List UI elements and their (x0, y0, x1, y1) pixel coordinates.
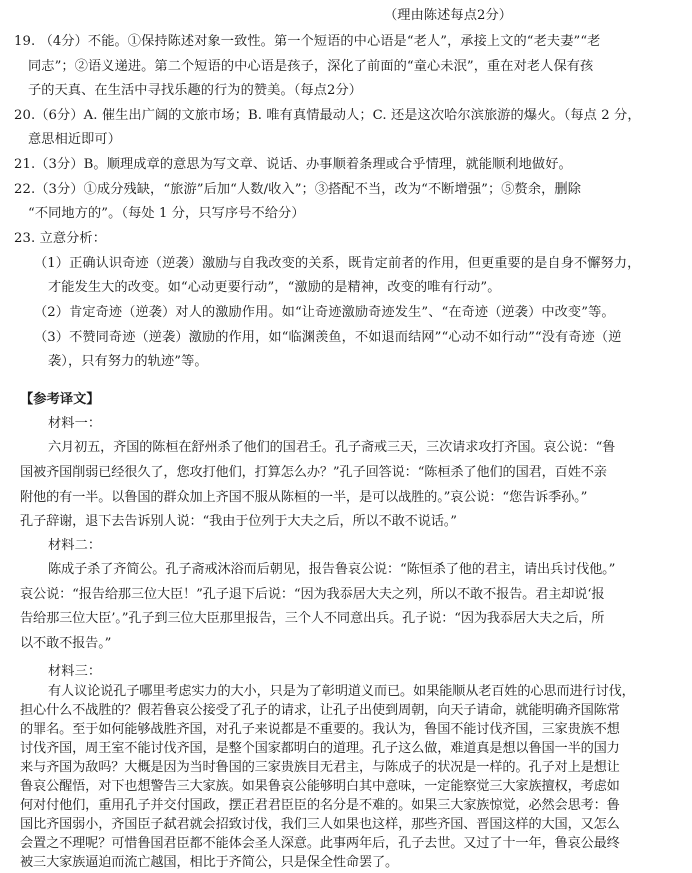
material-3-line: 鲁哀公醒悟，对下也想警告三大家族。如果鲁哀公能够明白其中意味，一定能察觉三大家族擅权，考虑如 (20, 779, 620, 794)
answer-23-line: （2）肯定奇迹（逆袭）对人的激励作用。如“让奇迹激励奇迹发生”、“在奇迹（逆袭）中改变”等。 (34, 305, 615, 320)
answer-20-line: 20.（6分）A. 催生出广阔的文旅市场；B. 唯有真情最动人；C. 还是这次哈尔滨旅游的爆火。（每点 2 分， (14, 108, 641, 123)
material-2-line: 以不敢不报告。” (20, 636, 112, 651)
answer-22-line: “不同地方的”。（每处 1 分，只写序号不给分） (28, 206, 305, 221)
material-3-line: 会置之不理呢？可惜鲁国君臣都不能体会圣人深意。此事两年后，孔子去世。又过了十一年，鲁哀公最终 (20, 836, 620, 851)
material-3-line: 有人议论说孔子哪里考虑实力的大小，只是为了彰明道义而已。如果能顺从老百姓的心思而进行讨伐， (48, 684, 635, 699)
material-3-line: 来与齐国为敌吗？大概是因为当时鲁国的三家贵族目无君主，与陈成子的状况是一样的。孔子对上是想让 (20, 760, 620, 775)
material-1-title: 材料一： (48, 416, 102, 431)
material-1-line: 国被齐国削弱已经很久了，您攻打他们，打算怎么办？”孔子回答说：“陈桓杀了他们的国君，百姓不亲 (20, 465, 607, 480)
reason-note: （理由陈述每点2分） (384, 8, 513, 23)
answer-19-line: 同志”；②语义递进。第二个短语的中心语是孩子，深化了前面的“童心未泯”，重在对老人保有孩 (28, 59, 594, 74)
material-3-line: 讨伐齐国，周王室不能讨伐齐国，是整个国家都明白的道理。孔子这么做，难道真是想以鲁国一半的国力 (20, 741, 620, 756)
translation-heading: 【参考译文】 (20, 392, 100, 407)
material-2-line: 告给那三位大臣’。”孔子到三位大臣那里报告，三个人不同意出兵。孔子说：“因为我忝居大夫之后，所 (20, 611, 605, 626)
material-2-title: 材料二： (48, 538, 102, 553)
answer-23-line: 才能发生大的改变。如“心动更要行动”，“激励的是精神，改变的唯有行动”。 (48, 280, 501, 295)
material-2-line: 陈成子杀了齐简公。孔子斋戒沐浴而后朝见，报告鲁哀公说：“陈恒杀了他的君主，请出兵讨伐他。” (48, 562, 616, 577)
material-3-line: 国比齐国弱小，齐国臣子弑君就会招致讨伐，我们三人如果也这样，那些齐国、晋国这样的大国，又怎么 (20, 817, 620, 832)
answer-19-line: 子的天真、在生活中寻找乐趣的行为的赞美。（每点2分） (28, 83, 363, 98)
material-1-line: 孔子辞谢，退下去告诉别人说：“我由于位列于大夫之后，所以不敢不说话。” (20, 514, 457, 529)
material-3-line: 担心什么不战胜的？假若鲁哀公接受了孔子的请求，让孔子出使到周朝，向天子请命，就能明确齐国陈常 (20, 703, 620, 718)
answer-23-line: 袭），只有努力的轨迹”等。 (48, 354, 208, 369)
material-3-title: 材料三： (48, 664, 102, 679)
answer-23-line: （1）正确认识奇迹（逆袭）激励与自我改变的关系，既肯定前者的作用，但更重要的是自身不懈努力， (34, 256, 641, 271)
material-3-line: 的罪名。至于如何能够战胜齐国，对孔子来说都是不重要的。我认为，鲁国不能讨伐齐国，三家贵族不想 (20, 722, 620, 737)
material-3-line: 被三大家族逼迫而流亡越国，相比于齐简公，只是保全性命罢了。 (20, 855, 399, 870)
material-1-line: 附他的有一半。以鲁国的群众加上齐国不服从陈桓的一半，是可以战胜的。”哀公说：“您告诉季孙。” (20, 490, 588, 505)
material-1-line: 六月初五，齐国的陈桓在舒州杀了他们的国君壬。孔子斋戒三天，三次请求攻打齐国。哀公说：“鲁 (48, 440, 616, 455)
material-3-line: 何对付他们，重用孔子并交付国政，摆正君君臣臣的名分是不难的。如果三大家族惊觉，必然会思考：鲁 (20, 798, 620, 813)
material-2-line: 哀公说：“报告给那三位大臣！”孔子退下后说：“因为我忝居大夫之列，所以不敢不报告。君主却说‘报 (20, 587, 605, 602)
answer-21-line: 21.（3分）B。顺理成章的意思为写文章、说话、办事顺着条理或合乎情理，就能顺利地做好。 (14, 157, 572, 172)
answer-23-line: （3）不赞同奇迹（逆袭）激励的作用，如“临渊羡鱼，不如退而结网”“心动不如行动”“没有奇迹（逆 (34, 330, 622, 345)
answer-20-line: 意思相近即可） (28, 132, 122, 147)
answer-23-title: 23. 立意分析： (14, 231, 107, 246)
answer-22-line: 22.（3分）①成分残缺，“旅游”后加“人数/收入”；③搭配不当，改为“不断增强”；⑤赘余，删除 (14, 182, 581, 197)
answer-19-line: 19. （4分）不能。①保持陈述对象一致性。第一个短语的中心语是“老人”，承接上文的“老夫妻”“老 (14, 34, 601, 49)
